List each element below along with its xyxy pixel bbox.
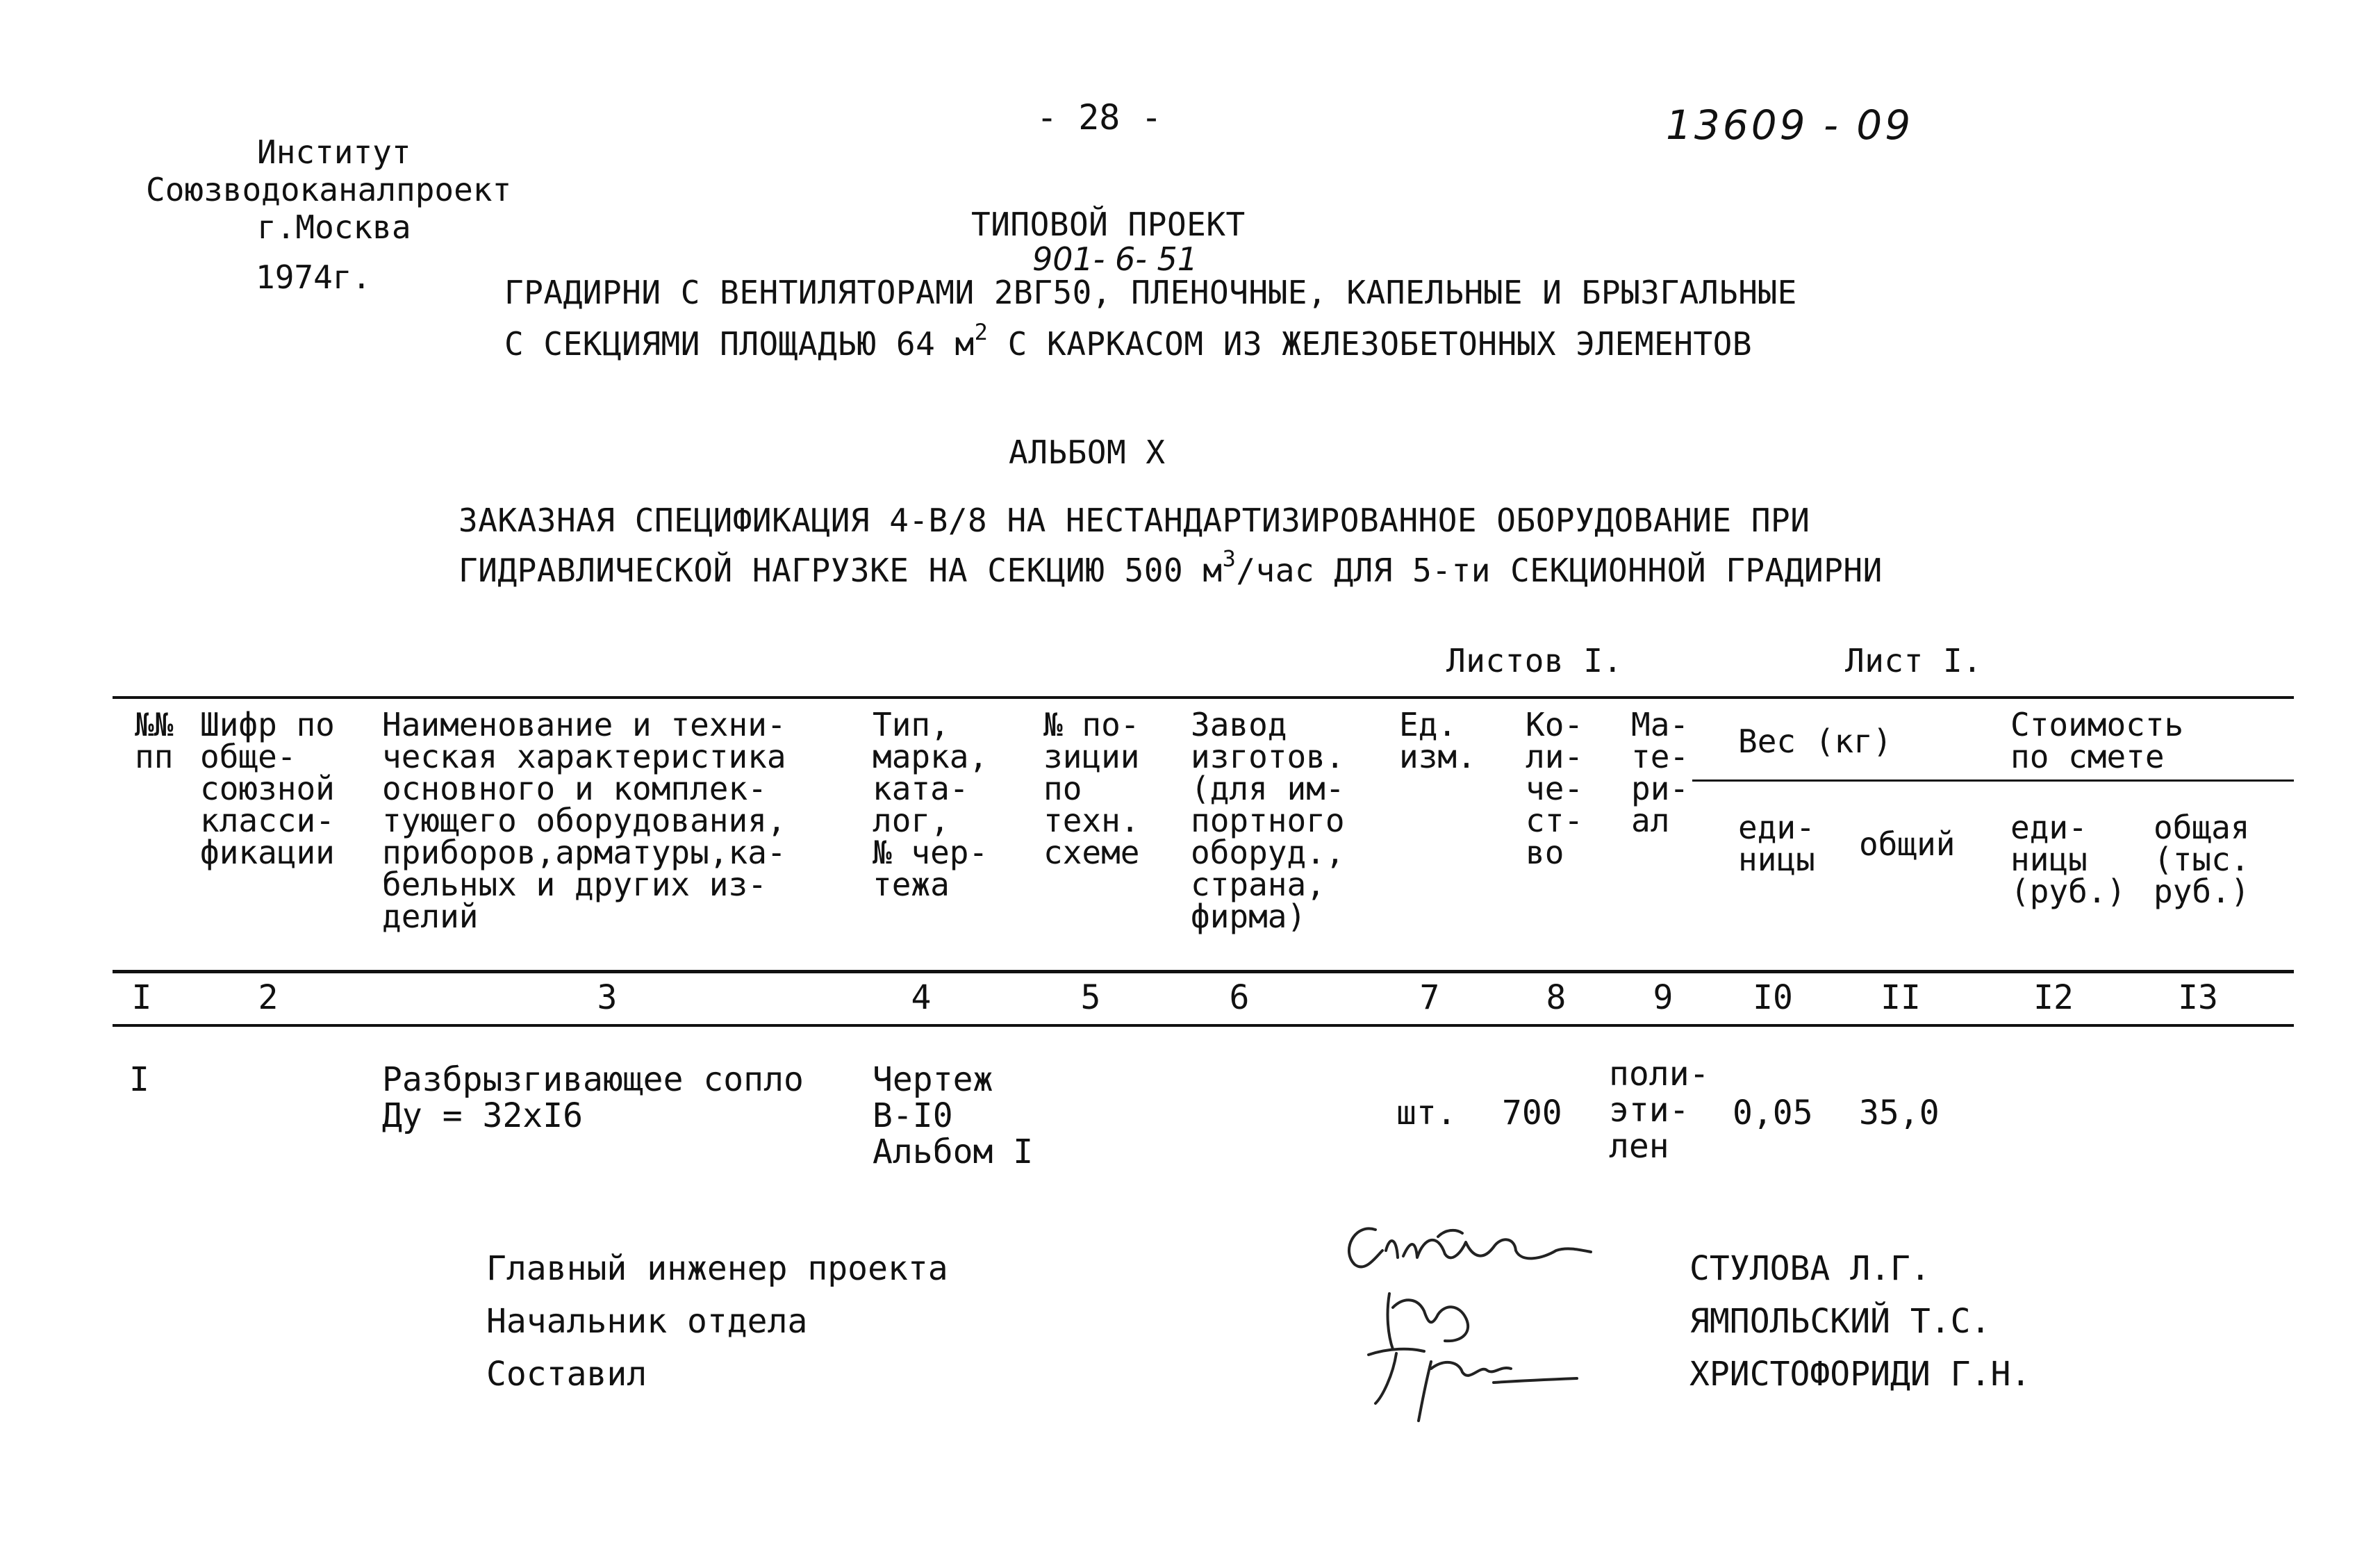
title-line-2-rest: С КАРКАСОМ ИЗ ЖЕЛЕЗОБЕТОННЫХ ЭЛЕМЕНТОВ — [988, 325, 1753, 363]
column-number: I0 — [1753, 978, 1793, 1017]
row-number: I — [129, 1060, 149, 1099]
sheets-total: Листов I. — [1446, 642, 1623, 679]
spec-line-2-rest: /час ДЛЯ 5-ти СЕКЦИОННОЙ ГРАДИРНИ — [1236, 552, 1883, 589]
header-col-1: №№ пп — [135, 706, 174, 775]
row-quantity: 700 — [1502, 1094, 1562, 1132]
column-number: I3 — [2178, 978, 2218, 1017]
title-line-2-text: С СЕКЦИЯМИ ПЛОЩАДЬЮ 64 м — [504, 325, 975, 363]
table-colnum-bottom-rule — [113, 1024, 2294, 1027]
column-number: 9 — [1653, 978, 1674, 1017]
header-col-9: Ма- те- ри- ал — [1631, 706, 1689, 839]
document-number: 13609 - 09 — [1666, 101, 1914, 149]
header-col-6: Завод изготов. (для им- портного оборуд., страна, фирма) — [1191, 706, 1345, 935]
header-col-12: еди- ницы (руб.) — [2010, 809, 2126, 910]
row-name: Разбрызгивающее сопло Ду = 32хI6 — [382, 1060, 804, 1135]
column-number: 6 — [1229, 978, 1250, 1017]
institute-block — [146, 133, 511, 246]
column-number: 7 — [1419, 978, 1440, 1017]
column-number: 3 — [597, 978, 618, 1017]
header-col-11: общий — [1859, 825, 1956, 863]
header-col-4: Тип, марка, ката- лог, № чер- тежа — [873, 706, 989, 903]
name-department-head: ЯМПОЛЬСКИЙ Т.С. — [1689, 1302, 1991, 1341]
spec-line-2-text: ГИДРАВЛИЧЕСКОЙ НАГРУЗКЕ НА СЕКЦИЮ 500 м — [458, 552, 1223, 589]
name-chief-engineer: СТУЛОВА Л.Г. — [1689, 1249, 1931, 1288]
header-col-13: общая (тыс. руб.) — [2154, 809, 2250, 910]
row-unit: шт. — [1396, 1094, 1457, 1132]
title-line-2 — [504, 319, 1753, 363]
header-col-3: Наименование и техни- ческая характеристика основного и комплек- тующего оборудования, приборов,арматуры,ка- бельных и других из- делий — [382, 706, 786, 935]
title-superscript: 2 — [974, 319, 989, 345]
row-weight-total: 35,0 — [1859, 1094, 1940, 1132]
signature-stulova — [1334, 1209, 1626, 1285]
row-weight-unit: 0,05 — [1733, 1094, 1813, 1132]
page-number: - 28 - — [1036, 97, 1162, 138]
column-number: 2 — [258, 978, 279, 1017]
role-chief-engineer: Главный инженер проекта — [486, 1249, 948, 1288]
header-cost-group: Стоимость по смете — [2010, 706, 2184, 775]
column-number: 8 — [1546, 978, 1567, 1017]
column-number: I — [131, 978, 152, 1017]
header-col-10: еди- ницы — [1738, 809, 1815, 878]
column-number: 5 — [1080, 978, 1101, 1017]
column-number: II — [1881, 978, 1921, 1017]
header-col-7: Ед. изм. — [1399, 706, 1476, 775]
name-compiler: ХРИСТОФОРИДИ Г.Н. — [1689, 1355, 2031, 1394]
role-compiler: Составил — [486, 1355, 647, 1394]
role-department-head: Начальник отдела — [486, 1302, 808, 1341]
header-col-8: Ко- ли- че- ст- во — [1526, 706, 1584, 871]
title-line-1: ГРАДИРНИ С ВЕНТИЛЯТОРАМИ 2ВГ50, ПЛЕНОЧНЫЕ, КАПЕЛЬНЫЕ И БРЫЗГАЛЬНЫЕ — [504, 274, 1797, 311]
table-top-rule — [113, 696, 2294, 699]
institute-line: Союзводоканалпроект — [146, 171, 512, 208]
institute-line: Институт — [257, 133, 411, 171]
album-title: АЛЬБОМ X — [1009, 434, 1166, 471]
row-material: поли- эти- лен — [1609, 1055, 1710, 1166]
project-code: 901- 6- 51 — [1032, 240, 1198, 278]
signature-khristoforidi — [1355, 1334, 1605, 1424]
header-col-5: № по- зиции по техн. схеме — [1043, 706, 1140, 871]
table-group-rule — [1692, 780, 2294, 782]
institute-line: г.Москва — [257, 208, 411, 246]
row-type: Чертеж В-I0 Альбом I — [873, 1060, 1034, 1171]
column-number: 4 — [911, 978, 932, 1017]
spec-line-1: ЗАКАЗНАЯ СПЕЦИФИКАЦИЯ 4-В/8 НА НЕСТАНДАРТИЗИРОВАННОЕ ОБОРУДОВАНИЕ ПРИ — [458, 502, 1810, 539]
spec-line-2 — [458, 545, 1883, 589]
sheet-number: Лист I. — [1845, 642, 1983, 679]
header-col-2: Шифр по обще- союзной класси- фикации — [200, 706, 335, 871]
column-number: I2 — [2033, 978, 2074, 1017]
spec-superscript: 3 — [1222, 545, 1237, 572]
project-type: ТИПОВОЙ ПРОЕКТ — [971, 206, 1246, 243]
year: 1974г. — [256, 258, 372, 296]
header-weight-group: Вес (кг) — [1738, 723, 1892, 760]
table-header-bottom-rule — [113, 970, 2294, 973]
